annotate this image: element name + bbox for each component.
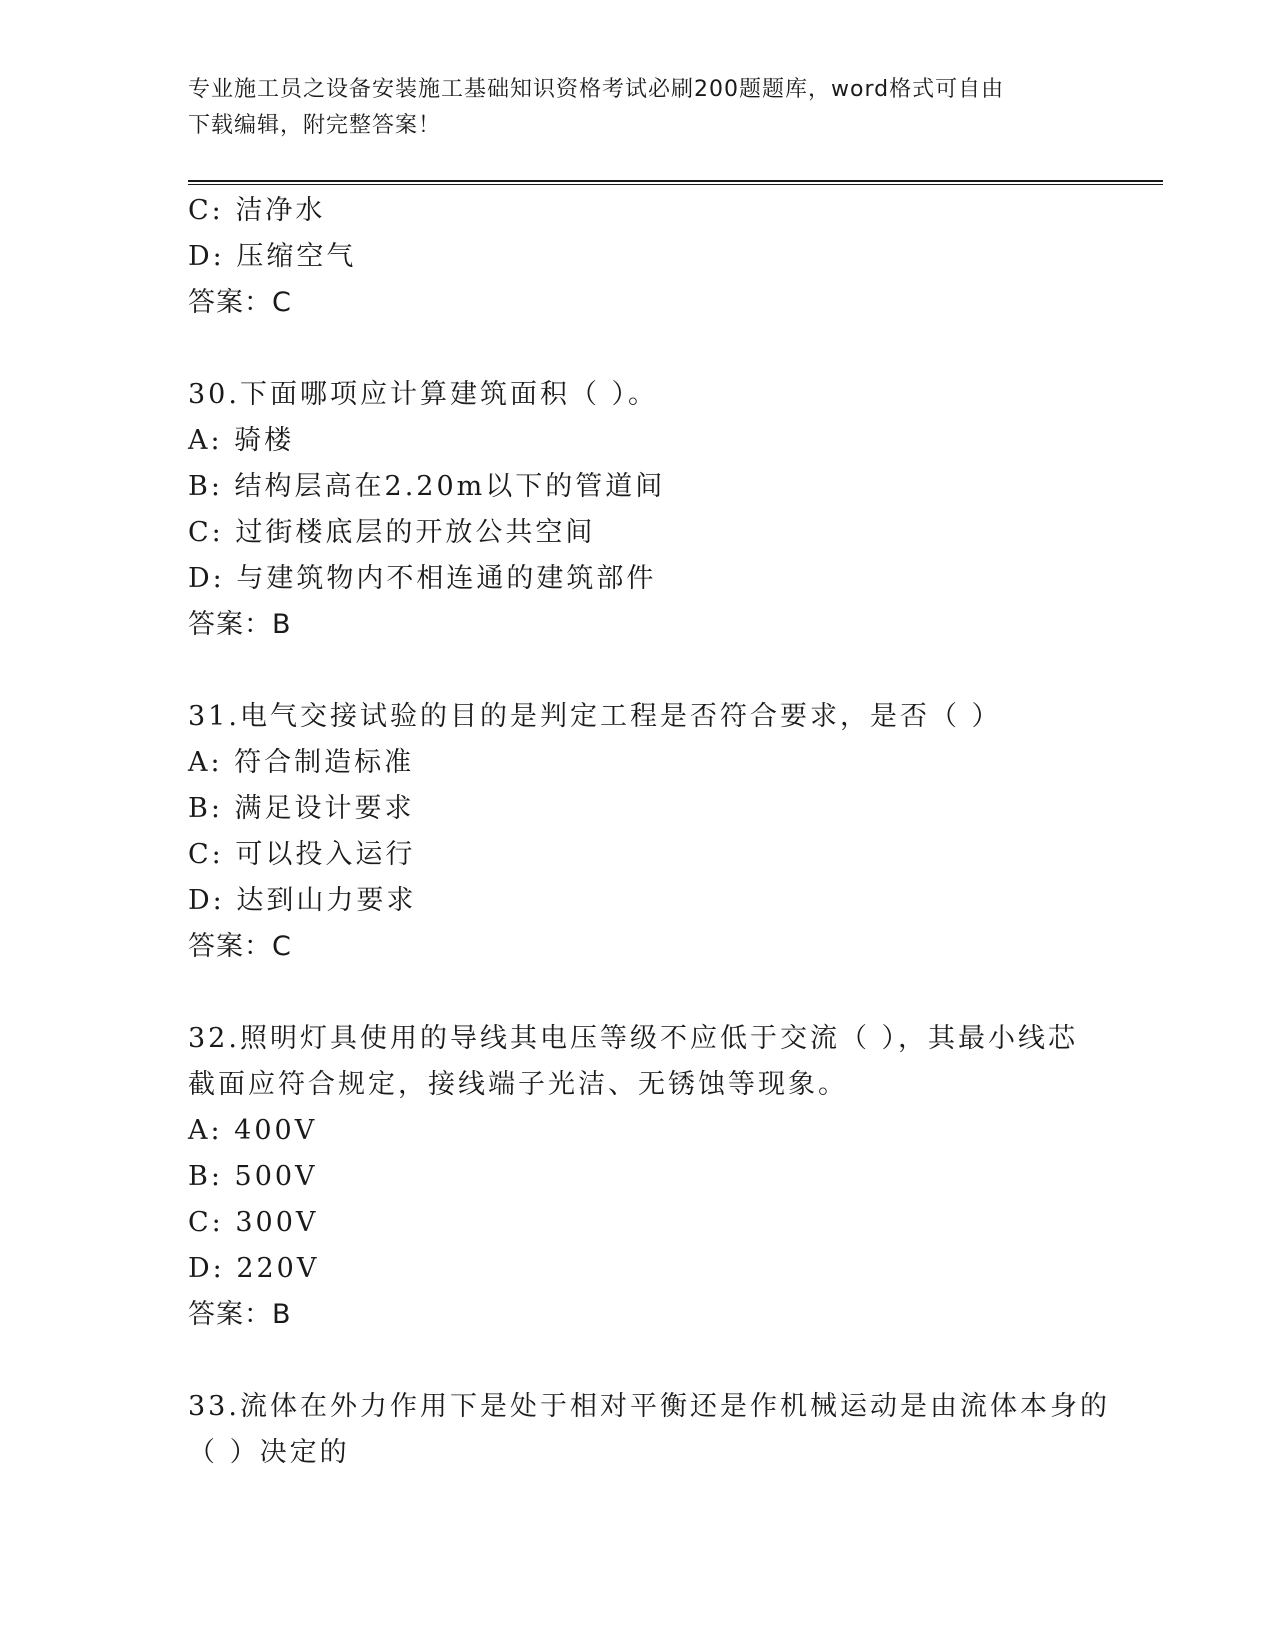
header-line-2: 下载编辑，附完整答案！ — [188, 113, 442, 138]
question-30 — [188, 372, 1108, 648]
answer: 答案：C — [188, 931, 292, 962]
option-b: B: 满足设计要求 — [188, 793, 415, 824]
option-a: A: 400V — [188, 1115, 318, 1146]
header-divider-thin — [188, 184, 1163, 185]
question-33 — [188, 1384, 1108, 1476]
question-stem-continued: （ ）决定的 — [188, 1437, 350, 1468]
document-header — [188, 72, 1068, 144]
question-stem: 30.下面哪项应计算建筑面积（ ）。 — [188, 379, 659, 410]
option-b: B: 500V — [188, 1161, 318, 1192]
option-c: C: 可以投入运行 — [188, 839, 416, 870]
header-line-1: 专业施工员之设备安装施工基础知识资格考试必刷200题题库，word格式可自由 — [188, 77, 1005, 102]
question-stem-continued: 截面应符合规定，接线端子光洁、无锈蚀等现象。 — [188, 1069, 848, 1100]
option-d: D: 压缩空气 — [188, 241, 357, 272]
header-divider-thick — [188, 180, 1163, 182]
option-d: D: 与建筑物内不相连通的建筑部件 — [188, 563, 657, 594]
option-c: C: 过街楼底层的开放公共空间 — [188, 517, 596, 548]
answer: 答案：B — [188, 1299, 292, 1330]
answer: 答案：B — [188, 609, 292, 640]
question-stem: 33.流体在外力作用下是处于相对平衡还是作机械运动是由流体本身的 — [188, 1391, 1110, 1422]
option-a: A: 骑楼 — [188, 425, 295, 456]
option-d: D: 达到山力要求 — [188, 885, 417, 916]
question-stem: 32.照明灯具使用的导线其电压等级不应低于交流（ ），其最小线芯 — [188, 1023, 1079, 1054]
option-d: D: 220V — [188, 1253, 320, 1284]
option-a: A: 符合制造标准 — [188, 747, 415, 778]
question-list — [188, 188, 1108, 1476]
answer: 答案：C — [188, 287, 292, 318]
question-32 — [188, 1016, 1108, 1338]
question-31 — [188, 694, 1108, 970]
question-stem: 31.电气交接试验的目的是判定工程是否符合要求，是否（ ） — [188, 701, 1002, 732]
option-c: C: 300V — [188, 1207, 319, 1238]
option-c: C: 洁净水 — [188, 195, 326, 226]
option-b: B: 结构层高在2.20m以下的管道间 — [188, 471, 666, 502]
